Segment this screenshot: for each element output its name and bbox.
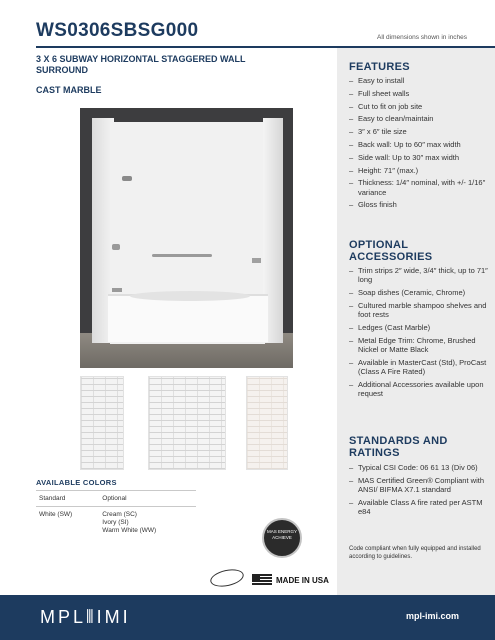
shower-head-icon — [122, 176, 132, 181]
website-link[interactable]: mpl-imi.com — [405, 611, 459, 621]
grab-bar-icon — [152, 254, 212, 257]
header — [0, 0, 495, 48]
list-item: – Side wall: Up to 30″ max width — [349, 153, 489, 162]
footer-bar — [0, 595, 495, 640]
color-standard: White (SW) — [39, 511, 73, 518]
dimension-note: All dimensions shown in inches — [377, 34, 467, 41]
list-item: – Back wall: Up to 60″ max width — [349, 140, 489, 149]
product-material: CAST MARBLE — [36, 85, 102, 95]
accessories-list — [349, 266, 489, 402]
product-subtitle: 3 X 6 SUBWAY HORIZONTAL STAGGERED WALL SURROUND — [36, 54, 246, 75]
photo-tub-rim — [130, 291, 250, 301]
photo-bathtub — [108, 294, 268, 342]
colors-table — [36, 490, 196, 539]
model-number: WS0306SBSG000 — [36, 20, 199, 41]
features-title: FEATURES — [349, 61, 410, 73]
list-item: – Additional Accessories available upon request — [349, 380, 489, 398]
list-item: – Trim strips 2″ wide, 3/4″ thick, up to 71″ long — [349, 266, 489, 284]
made-in-usa-text: MADE IN USA — [276, 575, 329, 585]
standards-list — [349, 463, 489, 520]
made-in-usa-badge — [252, 574, 329, 586]
product-photo — [80, 108, 293, 368]
list-item: – Typical CSI Code: 06 61 13 (Div 06) — [349, 463, 489, 472]
list-item: – Easy to install — [349, 76, 489, 85]
list-item: – Available in MasterCast (Std), ProCast (Class A Fire Rated) — [349, 358, 489, 376]
list-item: – MAS Certified Green® Compliant with ANSI/ BIFMA X7.1 standard — [349, 476, 489, 494]
colors-header-row — [36, 491, 196, 507]
list-item: – Available Class A fire rated per ASTM e84 — [349, 498, 489, 516]
list-item: – Cultured marble shampoo shelves and foot rests — [349, 301, 489, 319]
list-item: – Easy to clean/maintain — [349, 114, 489, 123]
standards-title: STANDARDS AND RATINGS — [349, 435, 448, 459]
color-option: Ivory (SI) — [102, 519, 129, 526]
certification-seal-icon: MAS ENERGY ACHIEVE — [262, 518, 302, 558]
color-option: Cream (SC) — [102, 511, 137, 518]
list-item: – Full sheet walls — [349, 89, 489, 98]
compliance-footnote: Code compliant when fully equipped and installed according to guidelines. — [349, 546, 481, 560]
table-row — [36, 507, 196, 540]
accessories-title: OPTIONAL ACCESSORIES — [349, 239, 433, 263]
swatch-color-sample — [246, 376, 288, 470]
swatch-back-wall — [148, 376, 226, 470]
list-item: – Metal Edge Trim: Chrome, Brushed Nickel or Matte Black — [349, 336, 489, 354]
tub-spout-icon — [112, 288, 122, 292]
us-flag-icon — [252, 574, 272, 586]
green-certified-logo-icon — [209, 567, 246, 590]
shower-valve-icon — [112, 244, 120, 250]
color-option: Warm White (WW) — [102, 527, 157, 534]
list-item: – Height: 71″ (max.) — [349, 166, 489, 175]
features-list — [349, 76, 489, 213]
colors-header-standard: Standard — [36, 491, 99, 507]
colors-header-optional: Optional — [99, 491, 196, 507]
swatch-side-wall — [80, 376, 124, 470]
color-optional-list — [99, 507, 196, 540]
list-item: – 3″ x 6″ tile size — [349, 127, 489, 136]
brand-logo: MPL⫴IMI — [40, 607, 131, 627]
list-item: – Cut to fit on job site — [349, 102, 489, 111]
list-item: – Ledges (Cast Marble) — [349, 323, 489, 332]
list-item: – Thickness: 1/4″ nominal, with +/- 1/16″ variance — [349, 178, 489, 196]
soap-dish-icon — [252, 258, 261, 263]
list-item: – Soap dishes (Ceramic, Chrome) — [349, 288, 489, 297]
list-item: – Gloss finish — [349, 200, 489, 209]
colors-title: AVAILABLE COLORS — [36, 478, 117, 487]
